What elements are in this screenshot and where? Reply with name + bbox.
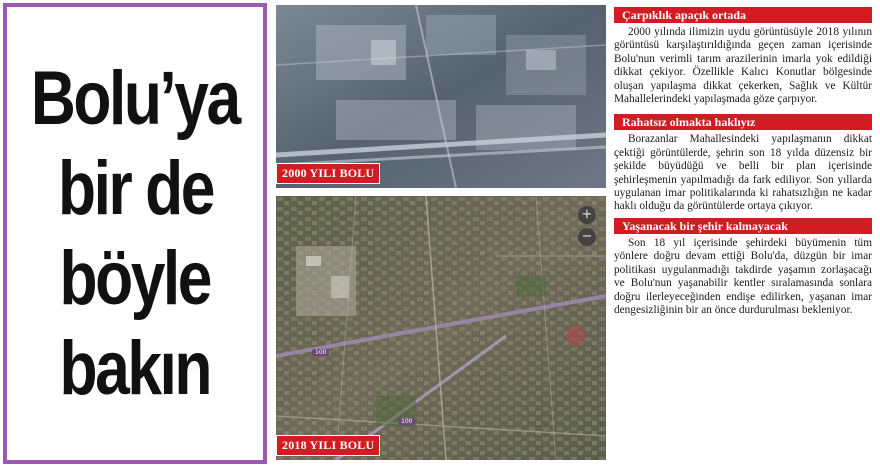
section-body: Borazanlar Mahallesindeki yapılaşmanın dikkat çektiği görüntülerde, şehrin son 18 yılda düzensiz bir şekilde büyüdüğü ve belli bir plan içerisinde şehirleşmenin yapılmadığı da fark ediliyor. Son yıllarda uygulanan imar politikalarında ki rahatsızlığın ne kadar haklı olduğu da görüntülerde ortaya çıkıyor. xyxy=(614,133,872,213)
satellite-image-2018 xyxy=(276,196,606,460)
map-zoom-out-icon[interactable]: − xyxy=(578,228,596,246)
headline-line-2: bir de xyxy=(57,145,213,231)
route-badge: 100 xyxy=(312,349,329,356)
section-title: Çarpıklık apaçık ortada xyxy=(614,7,872,23)
map-zoom-in-icon[interactable]: + xyxy=(578,206,596,224)
headline-line-4: bakın xyxy=(59,325,211,411)
route-badge: 100 xyxy=(398,418,415,425)
section-body: 2000 yılında ilimizin uydu görüntüsüyle 2018 yılının görüntüsü karşılaştırıldığında geçen zaman içerisinde Bolu'nun verimli tarım arazilerinin imarla yok edildiği dikkat çekiyor. Özellikle Kalıcı Konutlar bölgesinde oluşan yapılaşma dikkat çekerken, Sağlık ve Kültür Mahallelerindeki yapılaşmada göze çarpıyor. xyxy=(614,26,872,106)
photo-caption-2018: 2018 YILI BOLU xyxy=(276,435,380,456)
headline-line-3: böyle xyxy=(59,235,211,321)
section-body: Son 18 yıl içerisinde şehirdeki büyümenin tüm yönlere doğru devam ettiği Bolu'da, düzgün bir imar politikası uygulanmadığı takdirde yaşamın zorlaşacağı ve Bolu'nun yaşanabilir kentler sıralamasında sonlara doğru ilerleyeceğinden endişe edilirken, yaşanan imar dengesizliğinin bir an önce durdurulması bekleniyor. xyxy=(614,236,872,316)
satellite-photo-2000 xyxy=(276,5,606,188)
satellite-photo-2018 xyxy=(276,196,606,460)
section-title: Yaşanacak bir şehir kalmayacak xyxy=(614,218,872,234)
headline-box xyxy=(3,3,267,464)
satellite-image-2000 xyxy=(276,5,606,188)
headline-line-1: Bolu’ya xyxy=(31,55,239,141)
section-title: Rahatsız olmakta haklıyız xyxy=(614,114,872,130)
article-column xyxy=(614,7,872,462)
photo-caption-2000: 2000 YILI BOLU xyxy=(276,163,380,184)
